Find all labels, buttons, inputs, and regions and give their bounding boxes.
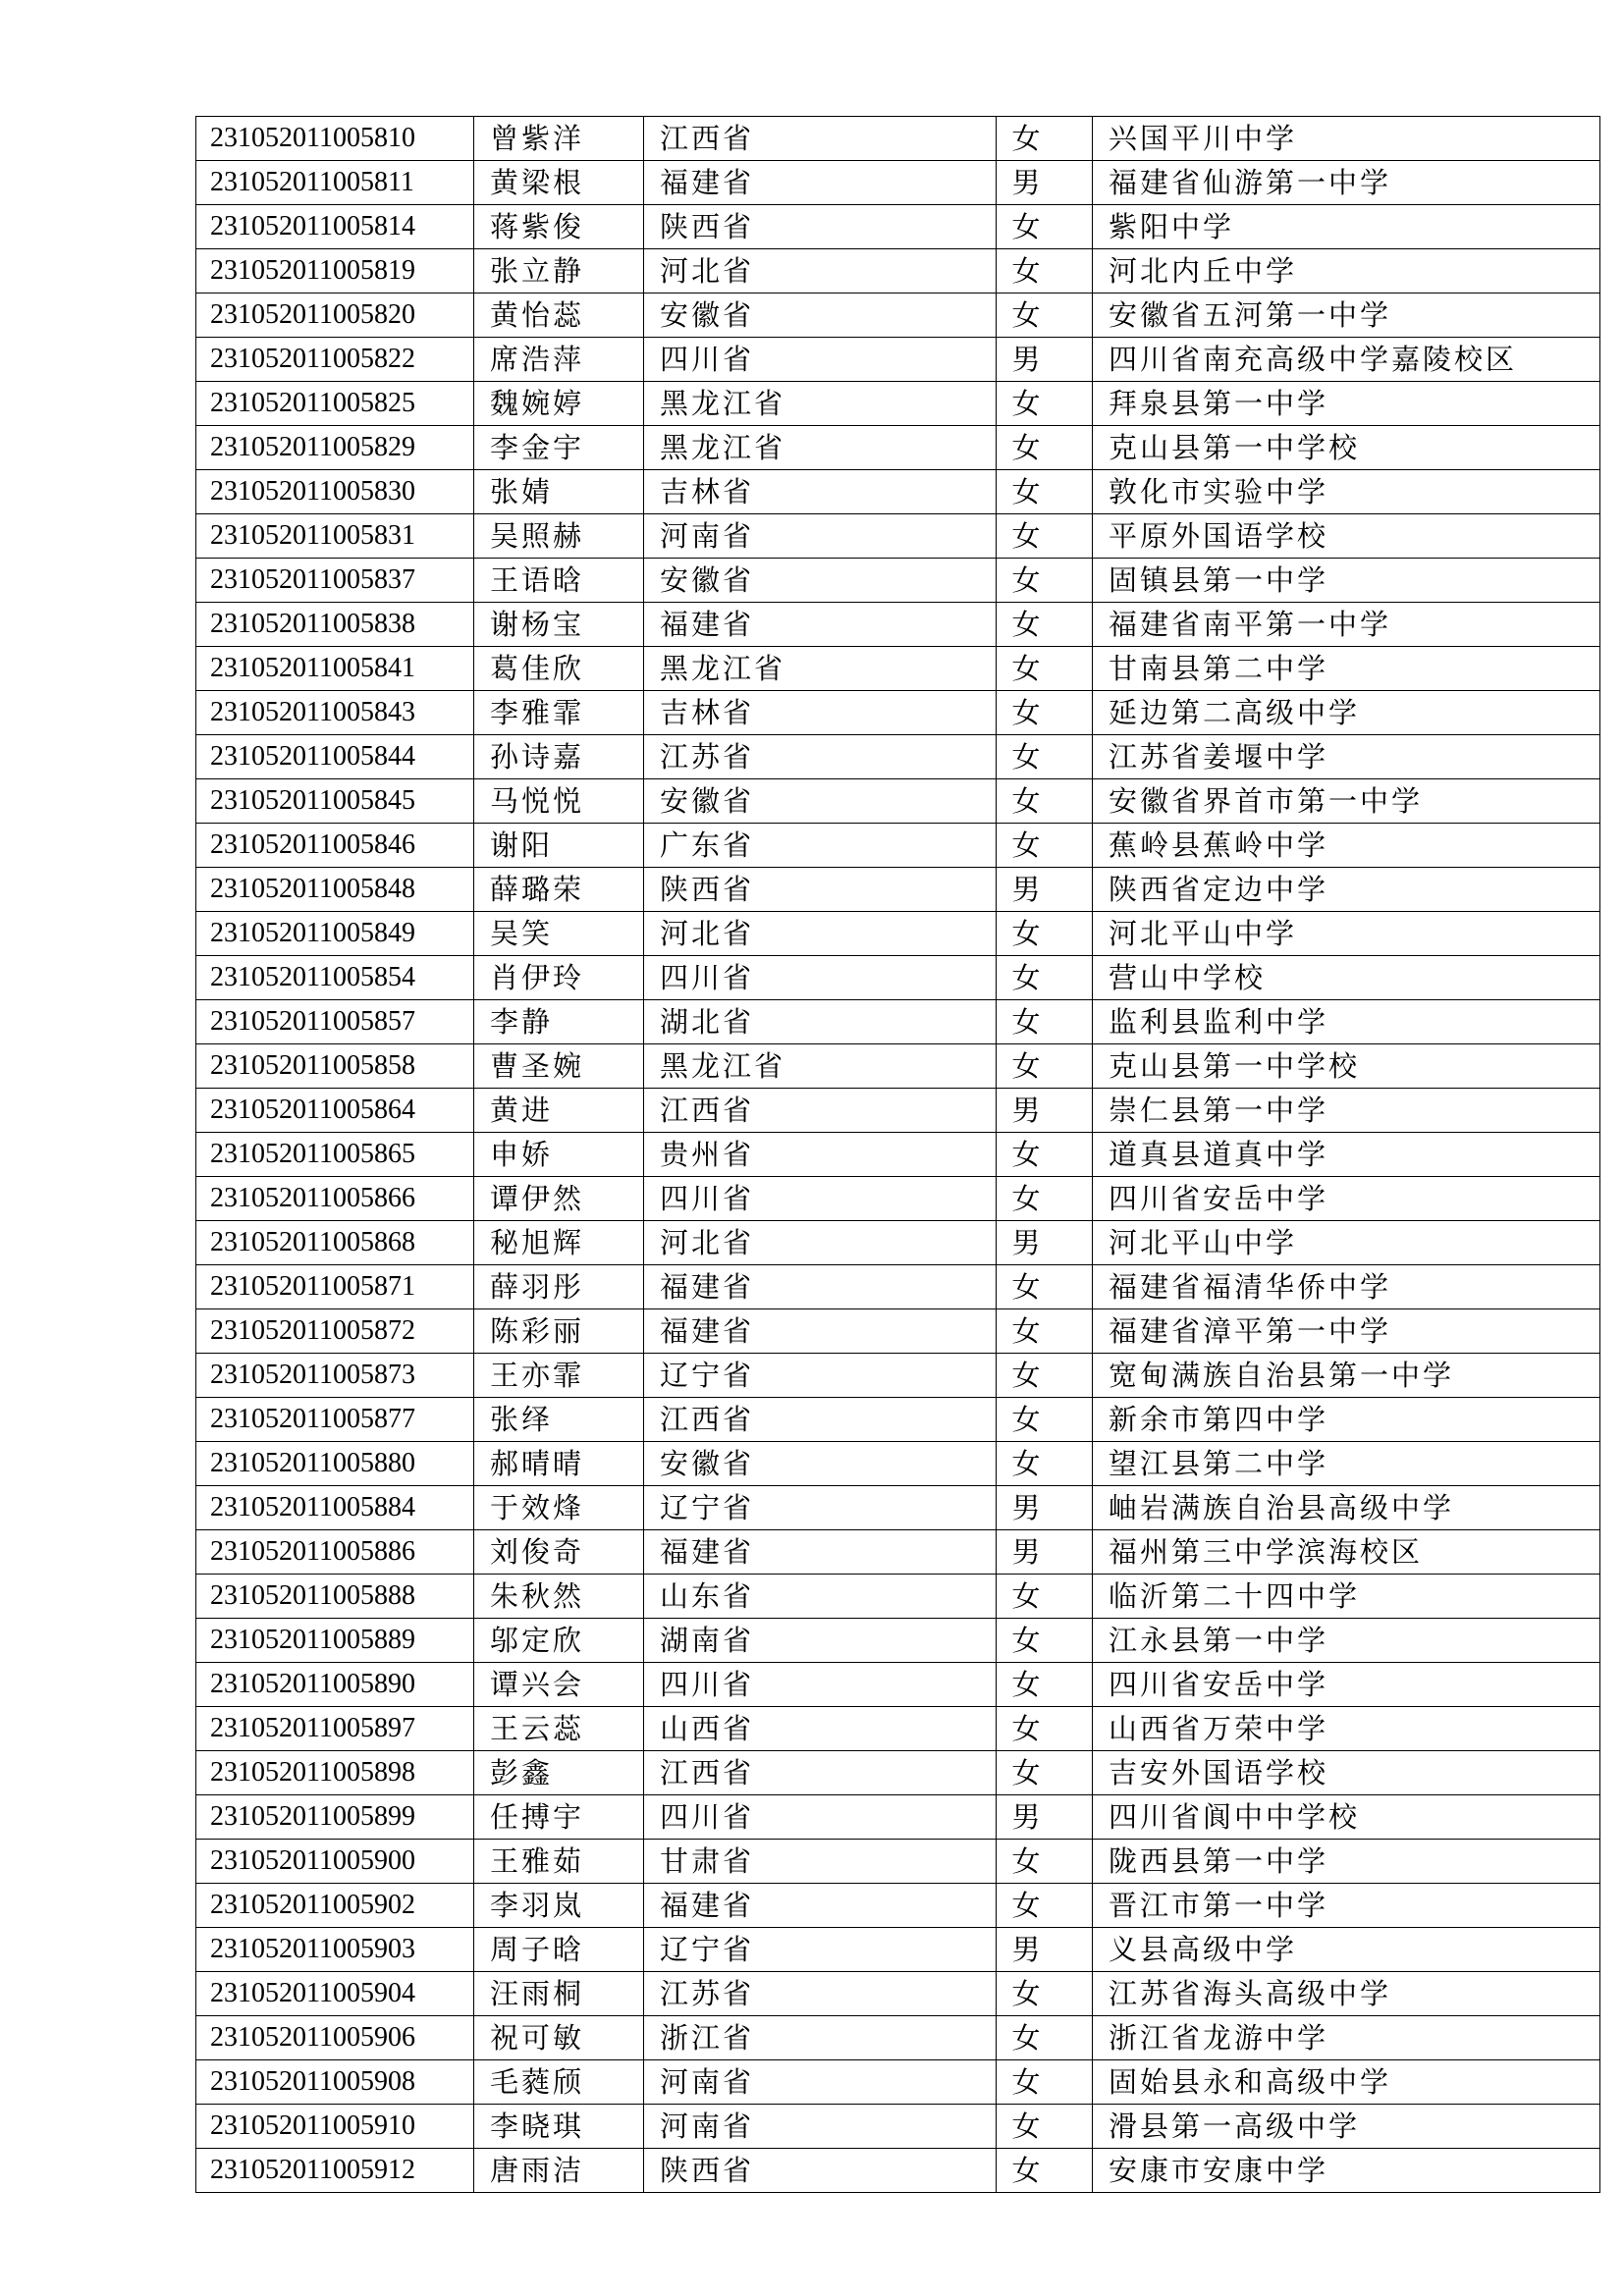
student-list-table: [195, 116, 1600, 2193]
student-name-cell: 吴照赫: [474, 514, 644, 559]
registration-number-cell: 231052011005858: [196, 1044, 474, 1089]
province-cell: 江苏省: [644, 735, 997, 779]
table-row: [196, 2105, 1600, 2149]
registration-number-cell: 231052011005912: [196, 2149, 474, 2193]
registration-number-cell: 231052011005888: [196, 1575, 474, 1619]
registration-number-cell: 231052011005871: [196, 1265, 474, 1309]
school-cell: 安康市安康中学: [1093, 2149, 1600, 2193]
school-cell: 宽甸满族自治县第一中学: [1093, 1354, 1600, 1398]
student-name-cell: 毛蕤颀: [474, 2060, 644, 2105]
school-cell: 四川省安岳中学: [1093, 1663, 1600, 1707]
province-cell: 黑龙江省: [644, 647, 997, 691]
table-row: [196, 2149, 1600, 2193]
gender-cell: 女: [997, 1972, 1093, 2016]
gender-cell: 男: [997, 1221, 1093, 1265]
school-cell: 江永县第一中学: [1093, 1619, 1600, 1663]
registration-number-cell: 231052011005880: [196, 1442, 474, 1486]
gender-cell: 女: [997, 1751, 1093, 1795]
table-row: [196, 426, 1600, 470]
registration-number-cell: 231052011005898: [196, 1751, 474, 1795]
school-cell: 江苏省海头高级中学: [1093, 1972, 1600, 2016]
province-cell: 安徽省: [644, 779, 997, 824]
gender-cell: 女: [997, 1133, 1093, 1177]
province-cell: 江西省: [644, 1089, 997, 1133]
registration-number-cell: 231052011005844: [196, 735, 474, 779]
registration-number-cell: 231052011005886: [196, 1530, 474, 1575]
school-cell: 义县高级中学: [1093, 1928, 1600, 1972]
province-cell: 福建省: [644, 1530, 997, 1575]
student-name-cell: 朱秋然: [474, 1575, 644, 1619]
student-name-cell: 张婧: [474, 470, 644, 514]
registration-number-cell: 231052011005830: [196, 470, 474, 514]
gender-cell: 女: [997, 294, 1093, 338]
school-cell: 岫岩满族自治县高级中学: [1093, 1486, 1600, 1530]
registration-number-cell: 231052011005868: [196, 1221, 474, 1265]
table-row: [196, 1972, 1600, 2016]
student-name-cell: 任搏宇: [474, 1795, 644, 1840]
registration-number-cell: 231052011005814: [196, 205, 474, 249]
student-name-cell: 李静: [474, 1000, 644, 1044]
gender-cell: 女: [997, 382, 1093, 426]
gender-cell: 女: [997, 1707, 1093, 1751]
table-row: [196, 603, 1600, 647]
gender-cell: 女: [997, 117, 1093, 161]
school-cell: 四川省安岳中学: [1093, 1177, 1600, 1221]
registration-number-cell: 231052011005864: [196, 1089, 474, 1133]
province-cell: 福建省: [644, 1265, 997, 1309]
table-row: [196, 912, 1600, 956]
gender-cell: 女: [997, 1000, 1093, 1044]
registration-number-cell: 231052011005841: [196, 647, 474, 691]
table-row: [196, 868, 1600, 912]
school-cell: 福建省福清华侨中学: [1093, 1265, 1600, 1309]
table-row: [196, 824, 1600, 868]
table-row: [196, 1751, 1600, 1795]
student-name-cell: 葛佳欣: [474, 647, 644, 691]
province-cell: 山西省: [644, 1707, 997, 1751]
student-name-cell: 谭伊然: [474, 1177, 644, 1221]
registration-number-cell: 231052011005846: [196, 824, 474, 868]
student-name-cell: 汪雨桐: [474, 1972, 644, 2016]
province-cell: 甘肃省: [644, 1840, 997, 1884]
gender-cell: 女: [997, 735, 1093, 779]
student-name-cell: 申娇: [474, 1133, 644, 1177]
school-cell: 固镇县第一中学: [1093, 559, 1600, 603]
school-cell: 甘南县第二中学: [1093, 647, 1600, 691]
province-cell: 陕西省: [644, 2149, 997, 2193]
school-cell: 延边第二高级中学: [1093, 691, 1600, 735]
table-row: [196, 294, 1600, 338]
student-name-cell: 孙诗嘉: [474, 735, 644, 779]
student-name-cell: 张绎: [474, 1398, 644, 1442]
table-row: [196, 1265, 1600, 1309]
school-cell: 道真县道真中学: [1093, 1133, 1600, 1177]
gender-cell: 男: [997, 1486, 1093, 1530]
province-cell: 陕西省: [644, 205, 997, 249]
gender-cell: 女: [997, 2149, 1093, 2193]
school-cell: 安徽省五河第一中学: [1093, 294, 1600, 338]
table-row: [196, 1354, 1600, 1398]
school-cell: 营山中学校: [1093, 956, 1600, 1000]
table-row: [196, 1000, 1600, 1044]
school-cell: 克山县第一中学校: [1093, 426, 1600, 470]
registration-number-cell: 231052011005820: [196, 294, 474, 338]
gender-cell: 女: [997, 956, 1093, 1000]
table-row: [196, 2060, 1600, 2105]
school-cell: 拜泉县第一中学: [1093, 382, 1600, 426]
gender-cell: 女: [997, 1398, 1093, 1442]
school-cell: 固始县永和高级中学: [1093, 2060, 1600, 2105]
student-name-cell: 蒋紫俊: [474, 205, 644, 249]
table-body: [196, 117, 1600, 2193]
registration-number-cell: 231052011005873: [196, 1354, 474, 1398]
registration-number-cell: 231052011005854: [196, 956, 474, 1000]
student-name-cell: 曾紫洋: [474, 117, 644, 161]
registration-number-cell: 231052011005902: [196, 1884, 474, 1928]
province-cell: 安徽省: [644, 559, 997, 603]
school-cell: 晋江市第一中学: [1093, 1884, 1600, 1928]
registration-number-cell: 231052011005900: [196, 1840, 474, 1884]
table-row: [196, 205, 1600, 249]
student-name-cell: 王亦霏: [474, 1354, 644, 1398]
province-cell: 江西省: [644, 117, 997, 161]
registration-number-cell: 231052011005837: [196, 559, 474, 603]
registration-number-cell: 231052011005848: [196, 868, 474, 912]
gender-cell: 女: [997, 1663, 1093, 1707]
registration-number-cell: 231052011005899: [196, 1795, 474, 1840]
registration-number-cell: 231052011005889: [196, 1619, 474, 1663]
school-cell: 吉安外国语学校: [1093, 1751, 1600, 1795]
student-name-cell: 黄进: [474, 1089, 644, 1133]
student-name-cell: 邬定欣: [474, 1619, 644, 1663]
school-cell: 新余市第四中学: [1093, 1398, 1600, 1442]
gender-cell: 女: [997, 1884, 1093, 1928]
province-cell: 四川省: [644, 1663, 997, 1707]
gender-cell: 女: [997, 1354, 1093, 1398]
table-row: [196, 1530, 1600, 1575]
table-row: [196, 249, 1600, 294]
registration-number-cell: 231052011005819: [196, 249, 474, 294]
table-row: [196, 2016, 1600, 2060]
province-cell: 四川省: [644, 338, 997, 382]
school-cell: 望江县第二中学: [1093, 1442, 1600, 1486]
gender-cell: 女: [997, 249, 1093, 294]
registration-number-cell: 231052011005884: [196, 1486, 474, 1530]
province-cell: 四川省: [644, 1177, 997, 1221]
school-cell: 崇仁县第一中学: [1093, 1089, 1600, 1133]
gender-cell: 女: [997, 1309, 1093, 1354]
school-cell: 福建省漳平第一中学: [1093, 1309, 1600, 1354]
registration-number-cell: 231052011005897: [196, 1707, 474, 1751]
table-row: [196, 1795, 1600, 1840]
gender-cell: 女: [997, 205, 1093, 249]
province-cell: 河南省: [644, 514, 997, 559]
school-cell: 山西省万荣中学: [1093, 1707, 1600, 1751]
province-cell: 黑龙江省: [644, 426, 997, 470]
province-cell: 河南省: [644, 2060, 997, 2105]
school-cell: 平原外国语学校: [1093, 514, 1600, 559]
province-cell: 山东省: [644, 1575, 997, 1619]
registration-number-cell: 231052011005890: [196, 1663, 474, 1707]
gender-cell: 男: [997, 161, 1093, 205]
gender-cell: 女: [997, 2016, 1093, 2060]
gender-cell: 女: [997, 559, 1093, 603]
registration-number-cell: 231052011005872: [196, 1309, 474, 1354]
student-name-cell: 李金宇: [474, 426, 644, 470]
province-cell: 黑龙江省: [644, 382, 997, 426]
province-cell: 陕西省: [644, 868, 997, 912]
student-name-cell: 薛羽彤: [474, 1265, 644, 1309]
student-name-cell: 李雅霏: [474, 691, 644, 735]
province-cell: 吉林省: [644, 691, 997, 735]
table-row: [196, 514, 1600, 559]
student-name-cell: 吴笑: [474, 912, 644, 956]
table-row: [196, 1398, 1600, 1442]
province-cell: 福建省: [644, 1884, 997, 1928]
province-cell: 河南省: [644, 2105, 997, 2149]
school-cell: 监利县监利中学: [1093, 1000, 1600, 1044]
school-cell: 福州第三中学滨海校区: [1093, 1530, 1600, 1575]
province-cell: 四川省: [644, 1795, 997, 1840]
province-cell: 安徽省: [644, 294, 997, 338]
province-cell: 福建省: [644, 161, 997, 205]
student-name-cell: 谢阳: [474, 824, 644, 868]
province-cell: 广东省: [644, 824, 997, 868]
table-row: [196, 1177, 1600, 1221]
province-cell: 福建省: [644, 603, 997, 647]
registration-number-cell: 231052011005906: [196, 2016, 474, 2060]
gender-cell: 女: [997, 912, 1093, 956]
student-name-cell: 谭兴会: [474, 1663, 644, 1707]
province-cell: 湖南省: [644, 1619, 997, 1663]
student-name-cell: 谢杨宝: [474, 603, 644, 647]
school-cell: 蕉岭县蕉岭中学: [1093, 824, 1600, 868]
school-cell: 克山县第一中学校: [1093, 1044, 1600, 1089]
student-name-cell: 刘俊奇: [474, 1530, 644, 1575]
province-cell: 河北省: [644, 1221, 997, 1265]
school-cell: 陇西县第一中学: [1093, 1840, 1600, 1884]
registration-number-cell: 231052011005811: [196, 161, 474, 205]
table-row: [196, 470, 1600, 514]
school-cell: 四川省南充高级中学嘉陵校区: [1093, 338, 1600, 382]
gender-cell: 女: [997, 603, 1093, 647]
school-cell: 福建省南平第一中学: [1093, 603, 1600, 647]
gender-cell: 女: [997, 426, 1093, 470]
school-cell: 敦化市实验中学: [1093, 470, 1600, 514]
registration-number-cell: 231052011005903: [196, 1928, 474, 1972]
table-row: [196, 1884, 1600, 1928]
student-name-cell: 魏婉婷: [474, 382, 644, 426]
gender-cell: 男: [997, 1795, 1093, 1840]
gender-cell: 女: [997, 824, 1093, 868]
gender-cell: 男: [997, 1530, 1093, 1575]
school-cell: 陕西省定边中学: [1093, 868, 1600, 912]
registration-number-cell: 231052011005831: [196, 514, 474, 559]
student-name-cell: 于效烽: [474, 1486, 644, 1530]
student-name-cell: 彭鑫: [474, 1751, 644, 1795]
table-row: [196, 691, 1600, 735]
student-name-cell: 王云蕊: [474, 1707, 644, 1751]
province-cell: 江西省: [644, 1398, 997, 1442]
table-row: [196, 161, 1600, 205]
student-name-cell: 唐雨洁: [474, 2149, 644, 2193]
school-cell: 安徽省界首市第一中学: [1093, 779, 1600, 824]
registration-number-cell: 231052011005908: [196, 2060, 474, 2105]
table-row: [196, 1575, 1600, 1619]
student-name-cell: 秘旭辉: [474, 1221, 644, 1265]
gender-cell: 男: [997, 338, 1093, 382]
table-row: [196, 382, 1600, 426]
province-cell: 吉林省: [644, 470, 997, 514]
registration-number-cell: 231052011005822: [196, 338, 474, 382]
registration-number-cell: 231052011005825: [196, 382, 474, 426]
student-name-cell: 薛璐荣: [474, 868, 644, 912]
school-cell: 浙江省龙游中学: [1093, 2016, 1600, 2060]
province-cell: 福建省: [644, 1309, 997, 1354]
registration-number-cell: 231052011005829: [196, 426, 474, 470]
student-name-cell: 郝晴晴: [474, 1442, 644, 1486]
gender-cell: 女: [997, 2105, 1093, 2149]
school-cell: 河北平山中学: [1093, 1221, 1600, 1265]
table-row: [196, 1486, 1600, 1530]
registration-number-cell: 231052011005877: [196, 1398, 474, 1442]
table-row: [196, 1442, 1600, 1486]
school-cell: 河北内丘中学: [1093, 249, 1600, 294]
gender-cell: 男: [997, 868, 1093, 912]
gender-cell: 女: [997, 1044, 1093, 1089]
student-name-cell: 黄怡蕊: [474, 294, 644, 338]
registration-number-cell: 231052011005865: [196, 1133, 474, 1177]
school-cell: 紫阳中学: [1093, 205, 1600, 249]
province-cell: 河北省: [644, 912, 997, 956]
school-cell: 河北平山中学: [1093, 912, 1600, 956]
student-name-cell: 席浩萍: [474, 338, 644, 382]
gender-cell: 女: [997, 2060, 1093, 2105]
gender-cell: 女: [997, 1619, 1093, 1663]
student-name-cell: 曹圣婉: [474, 1044, 644, 1089]
gender-cell: 女: [997, 779, 1093, 824]
table-row: [196, 735, 1600, 779]
table-row: [196, 559, 1600, 603]
student-name-cell: 黄梁根: [474, 161, 644, 205]
gender-cell: 女: [997, 470, 1093, 514]
registration-number-cell: 231052011005843: [196, 691, 474, 735]
gender-cell: 女: [997, 1575, 1093, 1619]
province-cell: 贵州省: [644, 1133, 997, 1177]
province-cell: 河北省: [644, 249, 997, 294]
gender-cell: 男: [997, 1928, 1093, 1972]
province-cell: 辽宁省: [644, 1486, 997, 1530]
gender-cell: 女: [997, 691, 1093, 735]
student-name-cell: 肖伊玲: [474, 956, 644, 1000]
student-name-cell: 李晓琪: [474, 2105, 644, 2149]
gender-cell: 女: [997, 647, 1093, 691]
table-row: [196, 956, 1600, 1000]
gender-cell: 女: [997, 514, 1093, 559]
province-cell: 辽宁省: [644, 1354, 997, 1398]
table-row: [196, 1221, 1600, 1265]
gender-cell: 女: [997, 1265, 1093, 1309]
student-name-cell: 王语晗: [474, 559, 644, 603]
school-cell: 临沂第二十四中学: [1093, 1575, 1600, 1619]
school-cell: 滑县第一高级中学: [1093, 2105, 1600, 2149]
school-cell: 四川省阆中中学校: [1093, 1795, 1600, 1840]
table-row: [196, 1133, 1600, 1177]
registration-number-cell: 231052011005849: [196, 912, 474, 956]
table-row: [196, 1619, 1600, 1663]
school-cell: 福建省仙游第一中学: [1093, 161, 1600, 205]
registration-number-cell: 231052011005838: [196, 603, 474, 647]
table-row: [196, 1928, 1600, 1972]
table-row: [196, 1840, 1600, 1884]
student-name-cell: 祝可敏: [474, 2016, 644, 2060]
gender-cell: 女: [997, 1840, 1093, 1884]
table-row: [196, 338, 1600, 382]
registration-number-cell: 231052011005810: [196, 117, 474, 161]
student-name-cell: 王雅茹: [474, 1840, 644, 1884]
province-cell: 湖北省: [644, 1000, 997, 1044]
student-name-cell: 陈彩丽: [474, 1309, 644, 1354]
registration-number-cell: 231052011005866: [196, 1177, 474, 1221]
table-row: [196, 1707, 1600, 1751]
table-row: [196, 1089, 1600, 1133]
school-cell: 江苏省姜堰中学: [1093, 735, 1600, 779]
province-cell: 江西省: [644, 1751, 997, 1795]
table-row: [196, 1044, 1600, 1089]
province-cell: 浙江省: [644, 2016, 997, 2060]
student-name-cell: 马悦悦: [474, 779, 644, 824]
student-name-cell: 张立静: [474, 249, 644, 294]
registration-number-cell: 231052011005910: [196, 2105, 474, 2149]
student-name-cell: 周子晗: [474, 1928, 644, 1972]
province-cell: 四川省: [644, 956, 997, 1000]
table-row: [196, 1663, 1600, 1707]
province-cell: 黑龙江省: [644, 1044, 997, 1089]
registration-number-cell: 231052011005845: [196, 779, 474, 824]
table-row: [196, 779, 1600, 824]
province-cell: 江苏省: [644, 1972, 997, 2016]
registration-number-cell: 231052011005904: [196, 1972, 474, 2016]
school-cell: 兴国平川中学: [1093, 117, 1600, 161]
gender-cell: 女: [997, 1442, 1093, 1486]
table-row: [196, 647, 1600, 691]
student-name-cell: 李羽岚: [474, 1884, 644, 1928]
table-row: [196, 1309, 1600, 1354]
registration-number-cell: 231052011005857: [196, 1000, 474, 1044]
province-cell: 安徽省: [644, 1442, 997, 1486]
table-row: [196, 117, 1600, 161]
province-cell: 辽宁省: [644, 1928, 997, 1972]
gender-cell: 男: [997, 1089, 1093, 1133]
gender-cell: 女: [997, 1177, 1093, 1221]
